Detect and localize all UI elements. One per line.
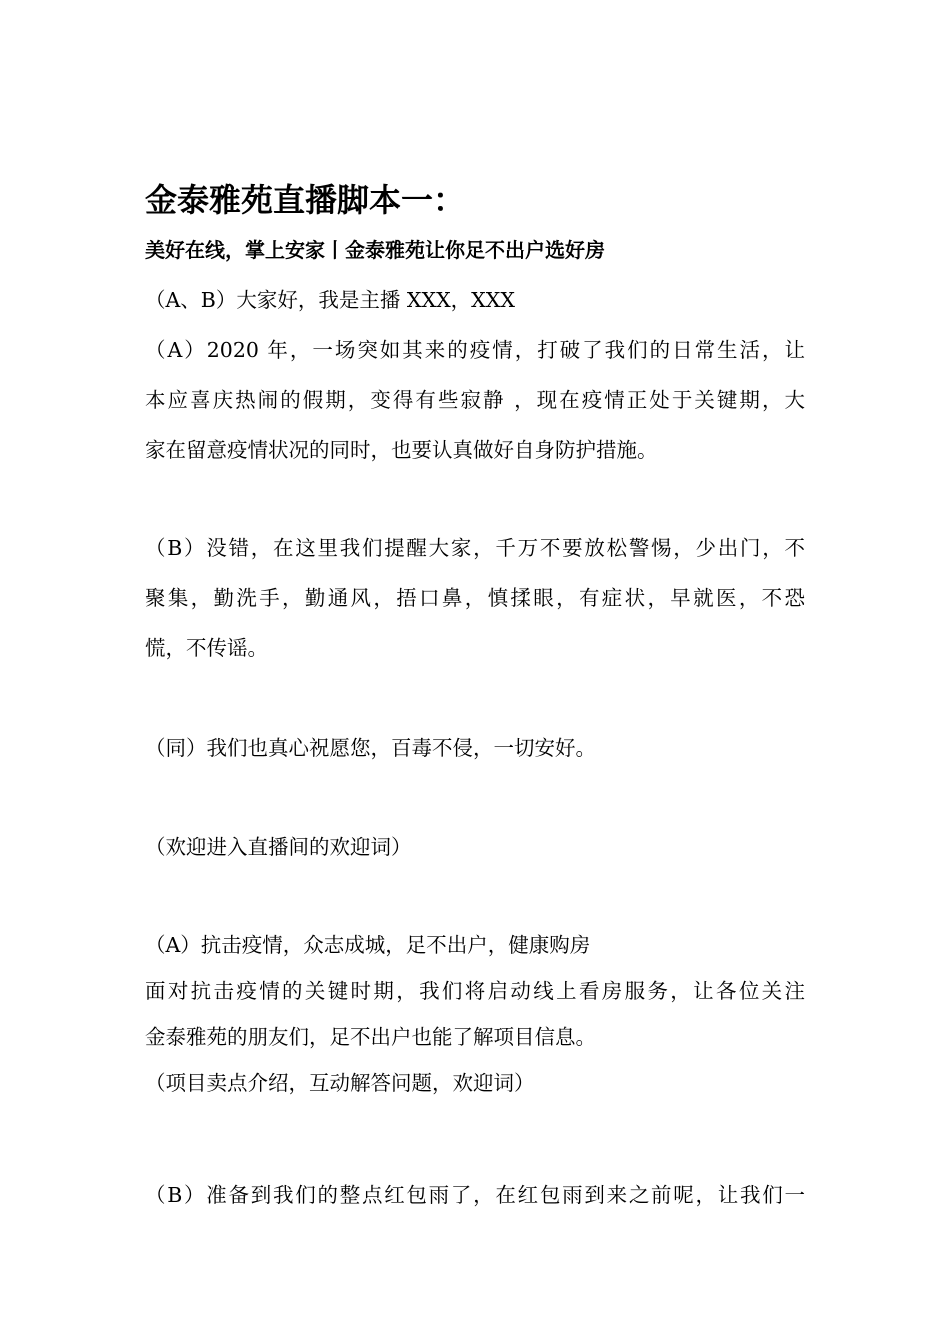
paragraph-line: 慌，不传谣。 [145, 636, 268, 660]
paragraph-line: （A、B）大家好，我是主播 XXX，XXX [145, 288, 515, 312]
paragraph-line: （A）抗击疫情，众志成城，足不出户，健康购房 [145, 933, 591, 957]
paragraph-line: （B）准备到我们的整点红包雨了，在红包雨到来之前呢，让我们一 [145, 1183, 805, 1207]
paragraph-line: （B）没错，在这里我们提醒大家，千万不要放松警惕，少出门，不 [145, 536, 805, 560]
paragraph-reminders [145, 523, 805, 673]
paragraph-line: （A）2020 年，一场突如其来的疫情，打破了我们的日常生活，让 [145, 338, 805, 362]
paragraph-red-envelope [145, 1170, 805, 1220]
paragraph-greeting [145, 275, 805, 325]
paragraph-line: 金泰雅苑的朋友们，足不出户也能了解项目信息。 [145, 1025, 596, 1049]
document-subtitle: 美好在线，掌上安家丨金泰雅苑让你足不出户选好房 [145, 238, 605, 262]
paragraph-wishes [145, 723, 805, 773]
paragraph-line: （同）我们也真心祝愿您，百毒不侵，一切安好。 [145, 736, 596, 760]
paragraph-line: 面对抗击疫情的关键时期，我们将启动线上看房服务，让各位关注 [145, 979, 805, 1003]
paragraph-online-viewing [145, 922, 805, 1106]
paragraph-line: （欢迎进入直播间的欢迎词） [145, 835, 412, 859]
paragraph-welcome-note [145, 822, 805, 872]
document-title: 金泰雅苑直播脚本一： [145, 181, 466, 219]
paragraph-epidemic-intro [145, 325, 805, 475]
paragraph-line: 聚集，勤洗手，勤通风，捂口鼻，慎揉眼，有症状，早就医，不恐 [145, 586, 805, 610]
paragraph-line: （项目卖点介绍，互动解答问题，欢迎词） [145, 1071, 535, 1095]
paragraph-line: 本应喜庆热闹的假期，变得有些寂静 ，现在疫情正处于关键期，大 [145, 388, 805, 412]
paragraph-line: 家在留意疫情状况的同时，也要认真做好自身防护措施。 [145, 438, 658, 462]
